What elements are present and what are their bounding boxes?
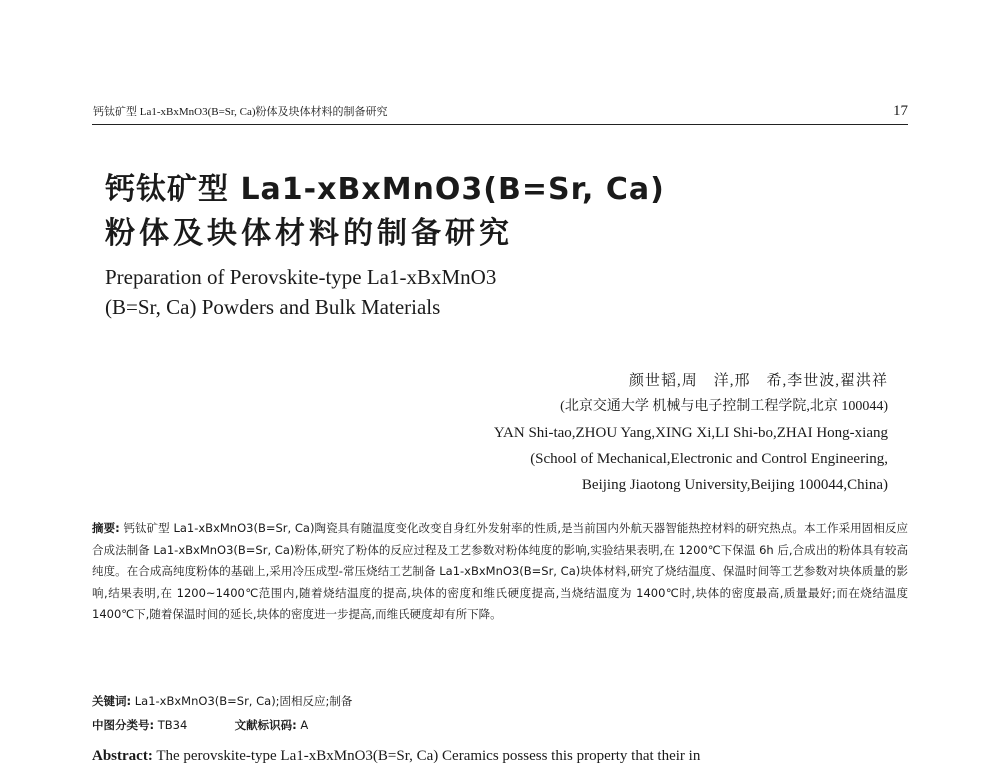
- chinese-affiliation: (北京交通大学 机械与电子控制工程学院,北京 100044): [560, 399, 888, 414]
- chinese-title-line1: 钙钛矿型 La1-xBxMnO3(B=Sr, Ca): [105, 172, 665, 207]
- english-affiliation-line1: (School of Mechanical,Electronic and Control Engineering,: [530, 451, 888, 467]
- author-block: [494, 368, 888, 498]
- english-title-line1: Preparation of Perovskite-type La1-xBxMnO3: [105, 265, 497, 289]
- english-title: [105, 262, 496, 322]
- english-abstract: [92, 748, 908, 765]
- page-number: 17: [893, 103, 908, 119]
- keywords-label: 关键词:: [92, 694, 132, 708]
- english-abstract-text: The perovskite-type La1-xBxMnO3(B=Sr, Ca) Ceramics possess this property that their in: [156, 748, 701, 764]
- header-rule: [92, 124, 908, 125]
- classification-line: [92, 714, 308, 736]
- english-title-line2: (B=Sr, Ca) Powders and Bulk Materials: [105, 295, 441, 319]
- running-title: 钙钛矿型 La1-xBxMnO3(B=Sr, Ca)粉体及块体材料的制备研究: [93, 106, 388, 118]
- chinese-abstract: [92, 518, 908, 626]
- chinese-title-line2: 粉体及块体材料的制备研究: [105, 216, 513, 251]
- keywords-text: La1-xBxMnO3(B=Sr, Ca);固相反应;制备: [134, 694, 353, 708]
- chinese-author-names: 颜世韬,周 洋,邢 希,李世波,翟洪祥: [628, 373, 888, 389]
- clc-value: TB34: [157, 718, 188, 732]
- doc-code-value: A: [300, 718, 309, 732]
- abstract-label: 摘要:: [92, 521, 120, 535]
- chinese-title: [105, 168, 665, 256]
- clc-label: 中图分类号:: [92, 718, 155, 732]
- running-header: [93, 103, 908, 120]
- english-abstract-label: Abstract:: [92, 748, 153, 764]
- keywords: [92, 690, 352, 712]
- doc-code-label: 文献标识码:: [234, 718, 297, 732]
- english-affiliation-line2: Beijing Jiaotong University,Beijing 100044,China): [581, 477, 888, 493]
- english-author-names: YAN Shi-tao,ZHOU Yang,XING Xi,LI Shi-bo,ZHAI Hong-xiang: [493, 425, 888, 441]
- abstract-text: 钙钛矿型 La1-xBxMnO3(B=Sr, Ca)陶瓷具有随温度变化改变自身红外发射率的性质,是当前国内外航天器智能热控材料的研究热点。本工作采用固相反应合成法制备 La1-xBxMnO3(B=Sr, Ca)粉体,研究了粉体的反应过程及工艺参数对粉体纯度的影响,实验结果表明,在 1200℃下保温 6h 后,合成出的粉体具有较高纯度。在合成高纯度粉体的基础上,采用冷压成型-常压烧结工艺制备 La1-xBxMnO3(B=Sr, Ca)块体材料,研究了烧结温度、保温时间等工艺参数对块体质量的影响,结果表明,在 1200~1400℃范围内,随着烧结温度的提高,块体的密度和维氏硬度提高,当烧结温度为 1400℃时,块体的密度最高,质量最好;而在烧结温度 1400℃下,随着保温时间的延长,块体的密度进一步提高,而维氏硬度却有所下降。: [92, 521, 909, 621]
